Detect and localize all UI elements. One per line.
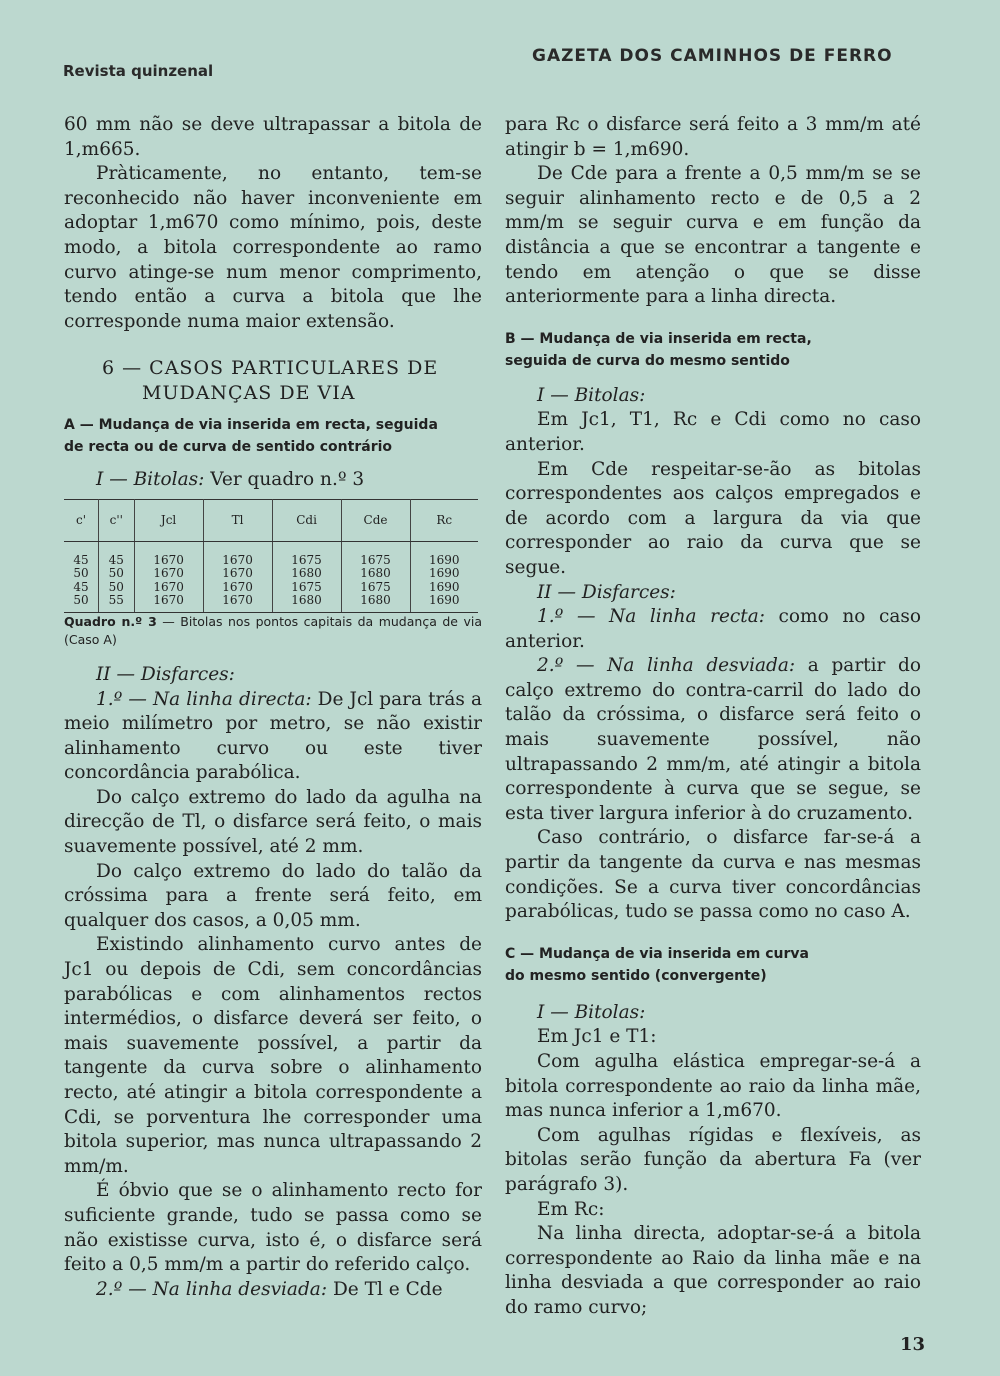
- table-cell: 1690: [428, 579, 460, 594]
- heading-line: do mesmo sentido (convergente): [505, 967, 767, 984]
- bitolas-label: I — Bitolas:: [537, 1001, 646, 1023]
- heading-line: C — Mudança de via inserida em curva: [505, 945, 809, 962]
- paragraph: [64, 468, 482, 493]
- paragraph: [505, 384, 921, 409]
- table-cell: 50: [64, 594, 99, 612]
- paragraph: [64, 1278, 482, 1303]
- table-cell: 1670: [134, 567, 203, 581]
- paragraph-text: De Jcl para trás a meio milímetro por metro, se não existir alinhamento curvo ou este tiver concordância parabólica.: [64, 688, 482, 784]
- table-header: c'': [99, 499, 135, 541]
- paragraph: Com agulhas rígidas e flexíveis, as bitolas serão função da abertura Fa (ver parágrafo 3).: [505, 1124, 921, 1195]
- subsection-heading-c: [505, 943, 921, 987]
- paragraph: Caso contrário, o disfarce far-se-á a partir da tangente da curva e nas mesmas condições. Se a curva tiver concordâncias parabólicas, tudo se passa como no caso A.: [505, 827, 921, 923]
- table-header: Tl: [203, 499, 272, 541]
- right-column: [505, 113, 921, 1321]
- paragraph: Em Cde respeitar-se-ão as bitolas correspondentes aos calços empregados e de acordo com a largura da via que corresponder ao raio da curva que se segue.: [505, 458, 921, 578]
- subitem-label: 1.º — Na linha directa:: [96, 688, 312, 710]
- paragraph: [64, 663, 482, 688]
- paragraph: Do calço extremo do lado da agulha na direcção de Tl, o disfarce será feito, o mais suavemente possível, até 2 mm.: [64, 786, 482, 858]
- paragraph: É óbvio que se o alinhamento recto for suficiente grande, tudo se passa como se não existisse curva, isto é, o disfarce será feito a 0,5 mm/m a partir do referido calço.: [64, 1180, 482, 1276]
- table-cell: 45: [99, 541, 135, 567]
- disfarces-label: II — Disfarces:: [96, 663, 235, 685]
- subitem-label: 2.º — Na linha desviada:: [537, 655, 796, 677]
- table-cell: 1670: [203, 581, 272, 595]
- paragraph: Com agulha elástica empregar-se-á a bitola correspondente ao raio da linha mãe, mas nunca inferior a 1,m670.: [505, 1051, 921, 1122]
- table-cell: 1675: [272, 541, 341, 567]
- table-cell: 1675: [272, 581, 341, 595]
- table-cell: 50: [64, 567, 99, 581]
- paragraph: Pràticamente, no entanto, tem-se reconhecido não haver inconveniente em adoptar 1,m670 como mínimo, pois, deste modo, a bitola correspondente ao ramo curvo atinge-se num menor comprimento, tendo então a curva a bitola que lhe corresponde numa maior extensão.: [64, 163, 482, 332]
- heading-line: B — Mudança de via inserida em recta,: [505, 330, 812, 347]
- table-cell: 1675: [341, 541, 410, 567]
- table-cell: 1680: [341, 594, 410, 612]
- paragraph: para Rc o disfarce será feito a 3 mm/m até atingir b = 1,m690.: [505, 114, 921, 160]
- disfarces-label: II — Disfarces:: [537, 581, 676, 603]
- bitolas-text: Ver quadro n.º 3: [204, 469, 365, 491]
- paragraph: Na linha directa, adoptar-se-á a bitola correspondente ao Raio da linha mãe e na linha desviada a que corresponder ao raio do ramo curvo;: [505, 1223, 921, 1318]
- table-cell: 1675: [341, 581, 410, 595]
- heading-line: seguida de curva do mesmo sentido: [505, 352, 790, 369]
- heading-line: de recta ou de curva de sentido contrário: [64, 439, 393, 456]
- table-row: [64, 567, 478, 581]
- magazine-subtitle: Revista quinzenal: [63, 62, 214, 80]
- paragraph: [64, 688, 482, 786]
- table-row: [64, 594, 478, 612]
- paragraph: 60 mm não se deve ultrapassar a bitola de 1,m665.: [64, 114, 482, 160]
- table-row: [64, 581, 478, 595]
- bitolas-label: I — Bitolas:: [537, 384, 646, 406]
- table-caption: [64, 613, 482, 649]
- table-header: Cde: [341, 499, 410, 541]
- table-header: Jcl: [134, 499, 203, 541]
- paragraph: Em Jc1, T1, Rc e Cdi como no caso anterior.: [505, 409, 921, 455]
- table-cell: 1680: [272, 594, 341, 612]
- table-cell: 1670: [203, 594, 272, 612]
- paragraph-text: a partir do calço extremo do contra-carril do lado do talão da cróssima, o disfarce será feito o mais suavemente possível, não ultrapassando 2 mm/m, até atingir a bitola correspondente à curva que se segue, se esta tiver largura inferior à do cruzamento.: [505, 655, 921, 824]
- table-cell: 45: [64, 541, 99, 567]
- caption-text: — Bitolas nos pontos capitais da mudança de via (Caso A): [64, 613, 482, 647]
- table-header: Cdi: [272, 499, 341, 541]
- table-header-row: [64, 499, 478, 541]
- table-cell: 1690: [410, 594, 478, 612]
- gauge-table: [64, 499, 478, 613]
- paragraph: Em Jc1 e T1:: [537, 1026, 657, 1048]
- table-cell: 1680: [341, 567, 410, 581]
- paragraph: [505, 1001, 921, 1026]
- table-cell: 45: [64, 581, 99, 595]
- paragraph: Do calço extremo do lado do talão da cróssima para a frente será feito, em qualquer dos casos, a 0,05 mm.: [64, 860, 482, 931]
- table-cell: 1690: [428, 566, 460, 581]
- paragraph: Em Rc:: [537, 1198, 605, 1220]
- section-title-line: MUDANÇAS DE VIA: [142, 382, 356, 405]
- subsection-heading-a: [64, 414, 482, 458]
- magazine-title: GAZETA DOS CAMINHOS DE FERRO: [532, 46, 893, 66]
- table-cell: 55: [99, 594, 135, 612]
- table-cell: 50: [99, 567, 135, 581]
- page-number: 13: [900, 1334, 926, 1355]
- paragraph: [505, 654, 921, 826]
- subitem-label: 1.º — Na linha recta:: [537, 606, 765, 628]
- table-header: c': [64, 499, 99, 541]
- paragraph: [505, 605, 921, 654]
- table-cell: 1690: [428, 552, 460, 567]
- paragraph: Existindo alinhamento curvo antes de Jc1 ou depois de Cdi, sem concordâncias parabólicas e com alinhamentos rectos intermédios, o disfarce deverá ser feito, o mais suavemente possível, a partir da tangente da curva sobre o alinhamento recto, até atingir a bitola correspondente a Cdi, se porventura lhe corresponder uma bitola superior, mas nunca ultrapassando 2 mm/m.: [64, 934, 482, 1177]
- table-cell: 50: [99, 581, 135, 595]
- bitolas-label: I — Bitolas:: [96, 469, 205, 491]
- section-title: [64, 356, 482, 406]
- paragraph: [505, 581, 921, 606]
- paragraph: De Cde para a frente a 0,5 mm/m se se seguir alinhamento recto e de 0,5 a 2 mm/m se seguir curva e em função da distância a que se encontrar a tangente e tendo em atenção o que se disse anteriormente para a linha directa.: [505, 163, 921, 308]
- table-header: Rc: [410, 499, 478, 541]
- table-cell: 1670: [134, 594, 203, 612]
- subitem-label: 2.º — Na linha desviada:: [96, 1278, 328, 1300]
- table-cell: 1670: [203, 541, 272, 567]
- paragraph-text: De Tl e Cde: [327, 1278, 443, 1300]
- heading-line: A — Mudança de via inserida em recta, seguida: [64, 417, 438, 434]
- caption-label: Quadro n.º 3: [64, 613, 157, 629]
- table-row: [64, 541, 478, 567]
- table-cell: 1680: [272, 567, 341, 581]
- subsection-heading-b: [505, 328, 921, 372]
- left-column: [64, 113, 482, 1302]
- table-cell: 1670: [203, 567, 272, 581]
- table-cell: 1670: [134, 581, 203, 595]
- section-title-line: 6 — CASOS PARTICULARES DE: [102, 357, 439, 380]
- table-cell: 1670: [134, 541, 203, 567]
- paragraph-text: como no caso anterior.: [505, 606, 921, 652]
